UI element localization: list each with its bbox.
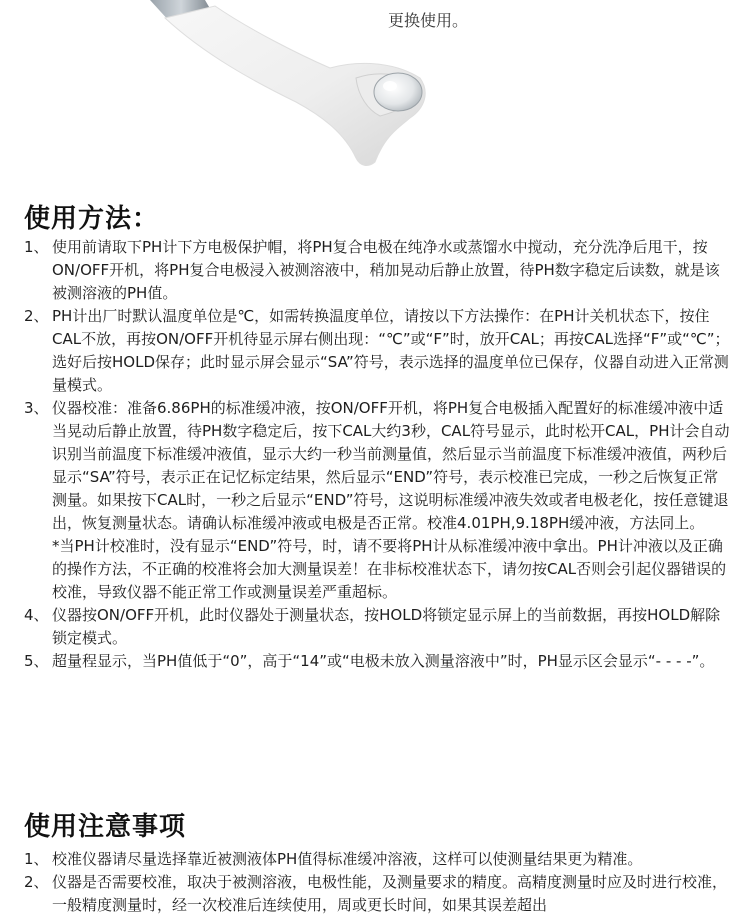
step-text: 超量程显示，当PH值低于“0”，高于“14”或“电极未放入测量溶液中”时，PH显示区会显示“- - - -”。 [52, 652, 715, 670]
usage-section-title: 使用方法： [24, 204, 160, 234]
step-number: 5、 [24, 652, 49, 670]
step-text: 使用前请取下PH计下方电极保护帽，将PH复合电极在纯净水或蒸馏水中搅动，充分洗净后甩干，按ON/OFF开机，将PH复合电极浸入被测溶液中，稍加晃动后静止放置，待PH数字稳定后读数，就是该被测溶液的PH值。 [52, 238, 720, 302]
step-text: 仪器按ON/OFF开机，此时仪器处于测量状态，按HOLD将锁定显示屏上的当前数据，再按HOLD解除锁定模式。 [52, 606, 721, 647]
step-number: 4、 [24, 606, 49, 624]
ph-probe-illustration [0, 0, 750, 180]
usage-step [24, 650, 730, 673]
calibration-note: *当PH计校准时，没有显示“END”符号，时，请不要将PH计从标准缓冲液中拿出。PH计冲液以及正确的操作方法，不正确的校准将会加大测量误差！在非标校准状态下，请勿按CAL否则会引起仪器错误的校准，导致仪器不能正常工作或测量误差严重超标。 [52, 537, 727, 601]
usage-instructions-list [24, 236, 730, 673]
step-number: 3、 [24, 399, 49, 417]
precaution-number: 1、 [24, 850, 49, 868]
usage-step [24, 604, 730, 650]
precaution-text: 校准仪器请尽量选择靠近被测液体PH值得标准缓冲溶液，这样可以使测量结果更为精准。 [52, 850, 643, 868]
step-text: PH计出厂时默认温度单位是℃，如需转换温度单位，请按以下方法操作：在PH计关机状态下，按住CAL不放，再按ON/OFF开机待显示屏右侧出现：“℃”或“F”时，放开CAL；再按CAL选择“F”或“℃”；选好后按HOLD保存；此时显示屏会显示“SA”符号，表示选择的温度单位已保存，仪器自动进入正常测量模式。 [52, 307, 730, 394]
precaution-number: 2、 [24, 873, 49, 891]
precaution-item [24, 848, 730, 871]
precautions-list [24, 848, 730, 917]
usage-step [24, 397, 730, 535]
usage-step [24, 236, 730, 305]
precautions-section-title: 使用注意事项 [24, 812, 187, 842]
step-number: 1、 [24, 238, 49, 256]
top-caption: 更换使用。 [388, 11, 469, 30]
usage-step [24, 305, 730, 397]
precaution-text: 仪器是否需要校准，取决于被测溶液，电极性能，及测量要求的精度。高精度测量时应及时进行校准，一般精度测量时，经一次校准后连续使用，周或更长时间，如果其误差超出 [52, 873, 728, 914]
precaution-item [24, 871, 730, 917]
step-text: 仪器校准：准备6.86PH的标准缓冲液，按ON/OFF开机，将PH复合电极插入配置好的标准缓冲液中适当晃动后静止放置，待PH数字稳定后，按下CAL大约3秒，CAL符号显示，此时松开CAL，PH计会自动识别当前温度下标准缓冲液值，显示大约一秒当前测量值，然后显示当前温度下标准缓冲液值，两秒后显示“SA”符号，表示正在记忆标定结果，然后显示“END”符号，表示校准已完成，一秒之后恢复正常测量。如果按下CAL时，一秒之后显示“END”符号，这说明标准缓冲液失效或者电极老化，按任意键退出，恢复测量状态。请确认标准缓冲液或电极是否正常。校准4.01PH,9.18PH缓冲液，方法同上。 [52, 399, 730, 532]
step-number: 2、 [24, 307, 49, 325]
